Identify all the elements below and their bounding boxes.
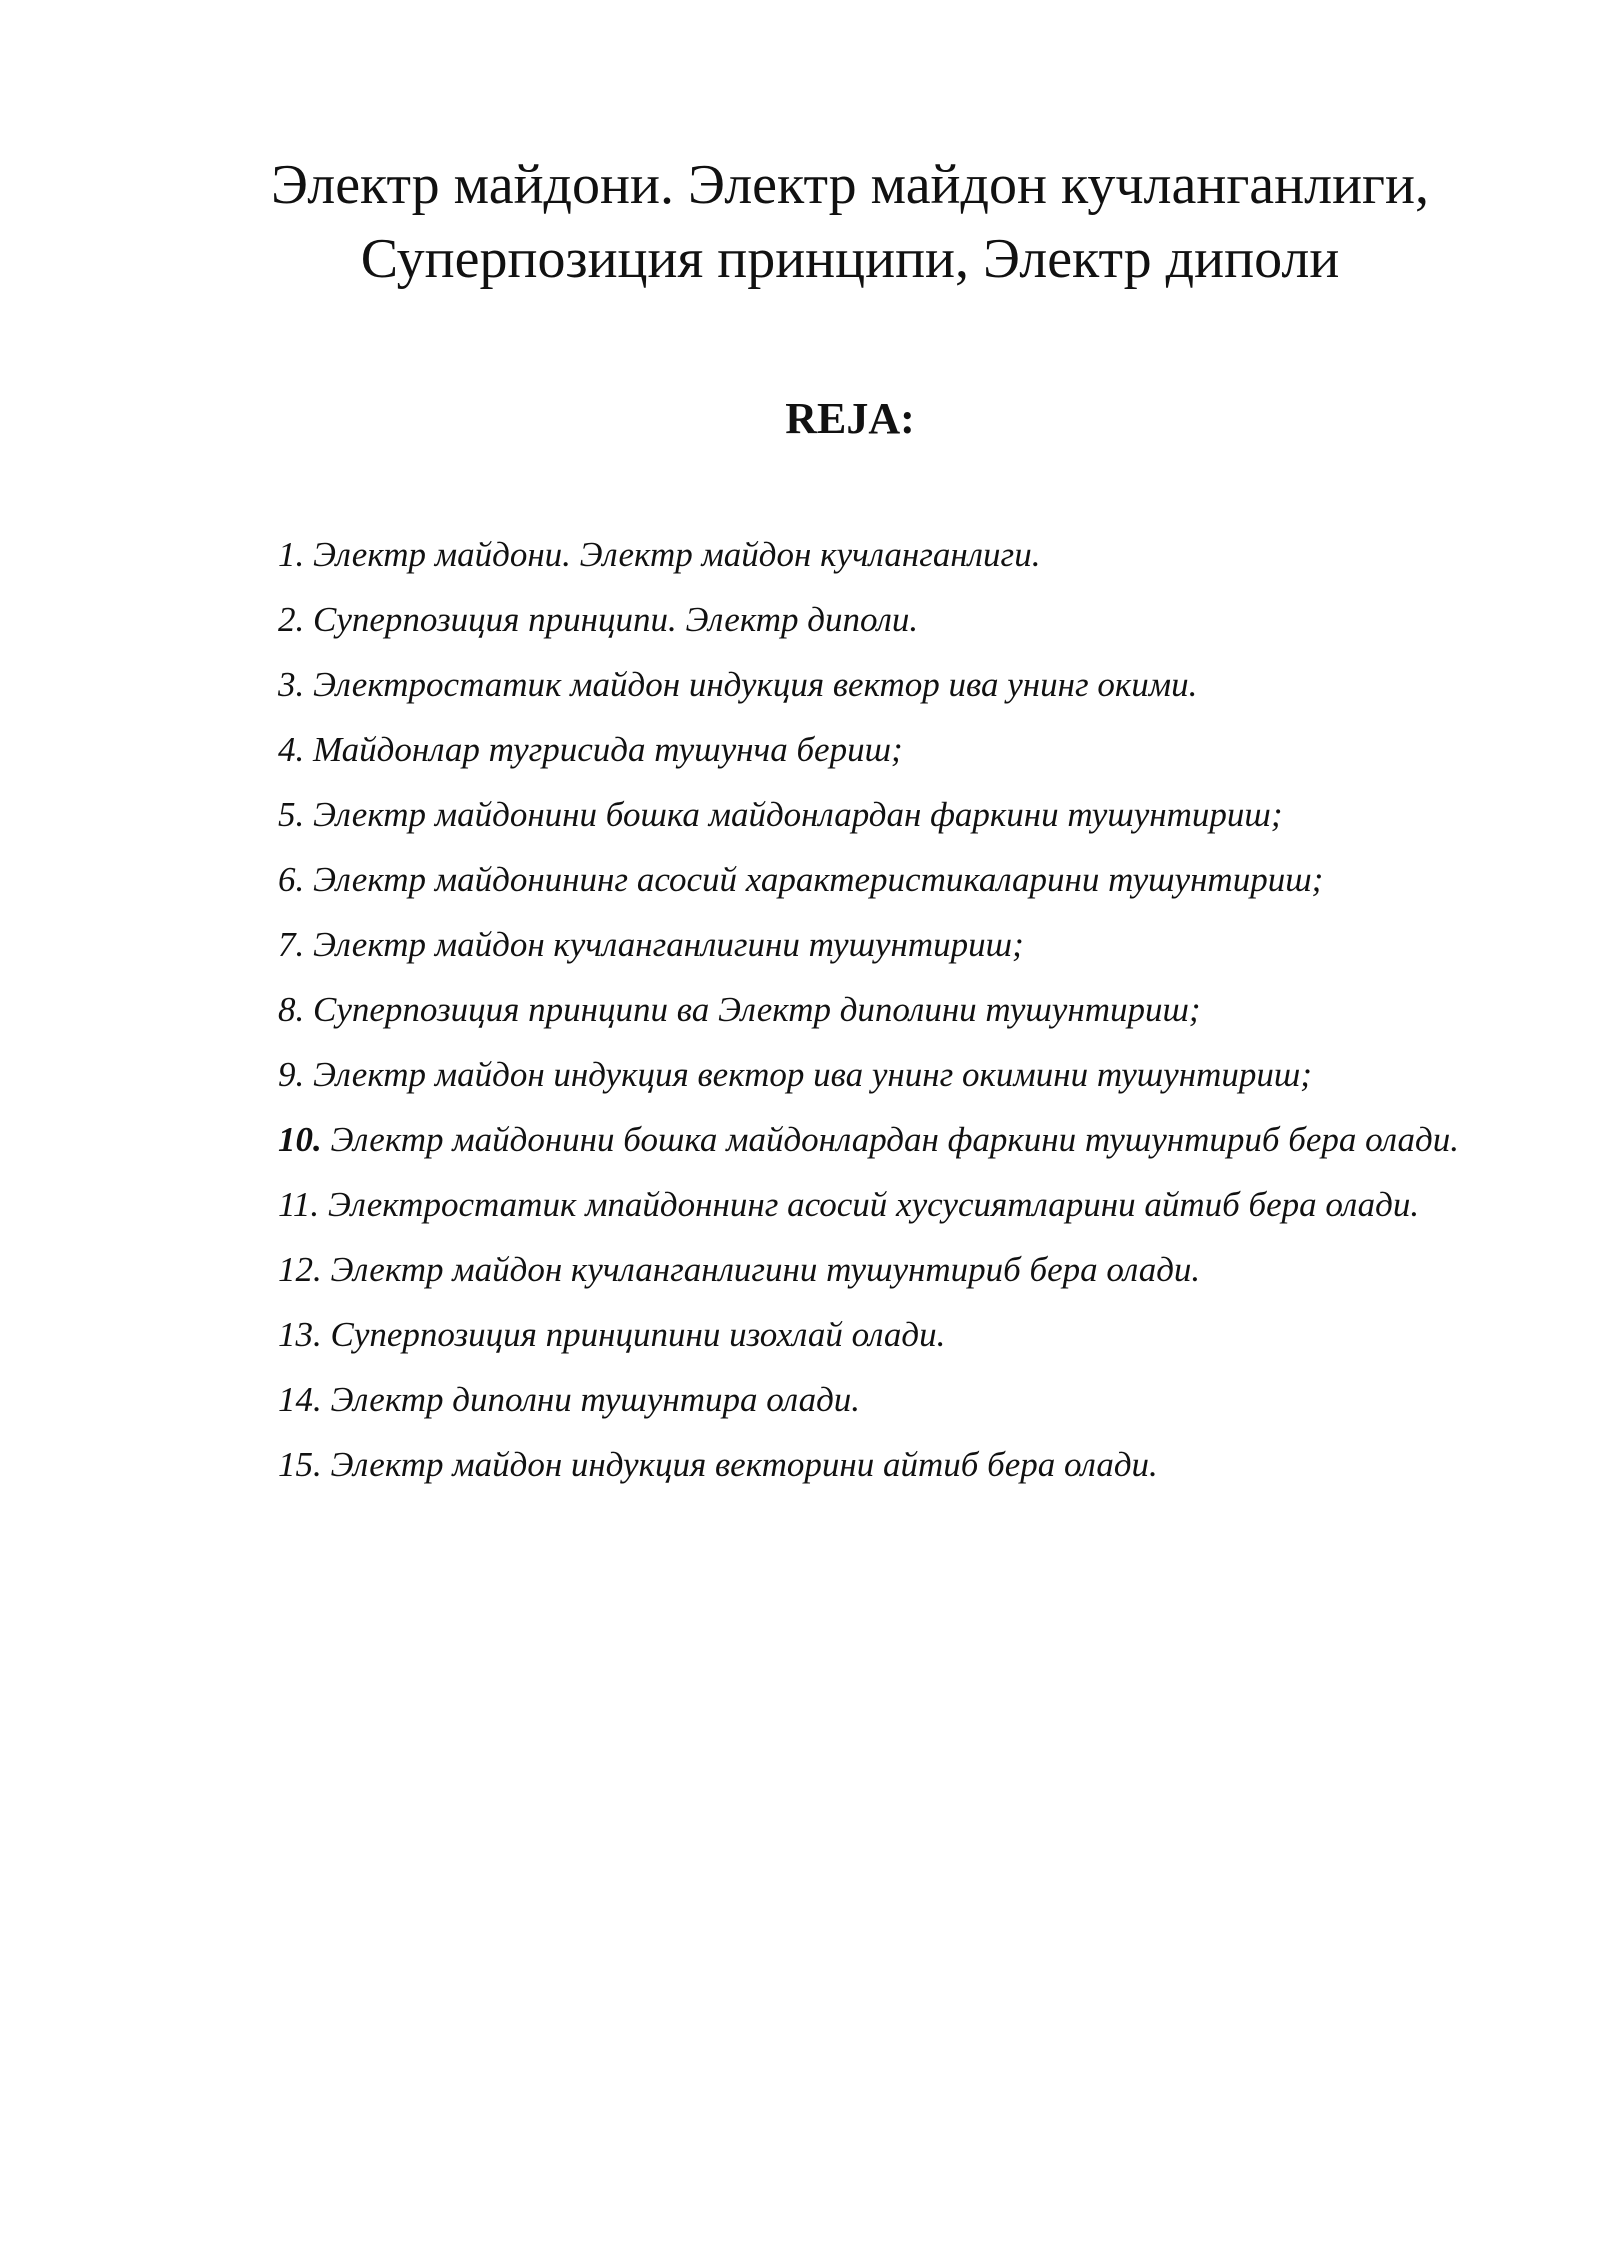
plan-item-12 [278,1237,1493,1302]
plan-item-number: 1. [278,535,305,574]
plan-item-number: 9. [278,1055,305,1094]
plan-item-text: Электр майдон кучланганлигини тушунтириш; [313,925,1024,964]
plan-item-10 [278,1107,1493,1172]
plan-heading: REJA: [785,394,915,443]
plan-item-text: Электр майдонини бошка майдонлардан фаркини тушунтириб бера олади. [330,1120,1459,1159]
plan-item-7 [278,912,1493,977]
plan-item-text: Электростатик мпайдоннинг асосий хусусиятларини айтиб бера олади. [327,1185,1420,1224]
plan-item-14 [278,1367,1493,1432]
plan-item-4 [278,717,1493,782]
plan-item-8 [278,977,1493,1042]
plan-item-number: 12. [278,1250,322,1289]
plan-item-text: Электр майдон кучланганлигини тушунтириб бера олади. [330,1250,1201,1289]
plan-item-3 [278,652,1493,717]
plan-item-number: 4. [278,730,305,769]
title-line-2: Суперпозиция принципи, Электр диполи [360,228,1340,290]
plan-item-number: 11. [278,1185,320,1224]
plan-item-text: Электр майдон индукция векторини айтиб бера олади. [330,1445,1158,1484]
plan-item-number: 14. [278,1380,322,1419]
plan-item-9 [278,1042,1493,1107]
plan-item-text: Электр майдон индукция вектор ива унинг окимини тушунтириш; [313,1055,1312,1094]
plan-item-text: Суперпозиция принципи. Электр диполи. [313,600,919,639]
plan-item-6 [278,847,1493,912]
plan-item-text: Электр майдонининг асосий характеристикаларини тушунтириш; [313,860,1324,899]
plan-item-13 [278,1302,1493,1367]
plan-list [278,522,1493,1497]
plan-item-text: Суперпозиция принципи ва Электр диполини тушунтириш; [313,990,1201,1029]
plan-item-number: 2. [278,600,305,639]
plan-item-text: Электр диполни тушунтира олади. [330,1380,861,1419]
plan-item-text: Электростатик майдон индукция вектор ива унинг окими. [313,665,1198,704]
plan-item-number: 3. [278,665,305,704]
plan-item-11 [278,1172,1493,1237]
plan-item-1 [278,522,1493,587]
plan-item-2 [278,587,1493,652]
plan-item-number: 8. [278,990,305,1029]
plan-item-number: 5. [278,795,305,834]
plan-item-number: 13. [278,1315,322,1354]
plan-item-5 [278,782,1493,847]
plan-item-text: Суперпозиция принципини изохлай олади. [330,1315,946,1354]
plan-item-number: 7. [278,925,305,964]
title-line-1: Электр майдони. Электр майдон кучланганлиги, [271,154,1429,216]
plan-item-text: Электр майдони. Электр майдон кучланганлиги. [313,535,1041,574]
plan-item-number: 15. [278,1445,322,1484]
plan-item-text: Майдонлар тугрисида тушунча бериш; [313,730,903,769]
plan-item-number: 10. [278,1120,322,1159]
plan-item-text: Электр майдонини бошка майдонлардан фаркини тушунтириш; [313,795,1283,834]
document-title [200,148,1500,296]
plan-item-number: 6. [278,860,305,899]
plan-item-15 [278,1432,1493,1497]
